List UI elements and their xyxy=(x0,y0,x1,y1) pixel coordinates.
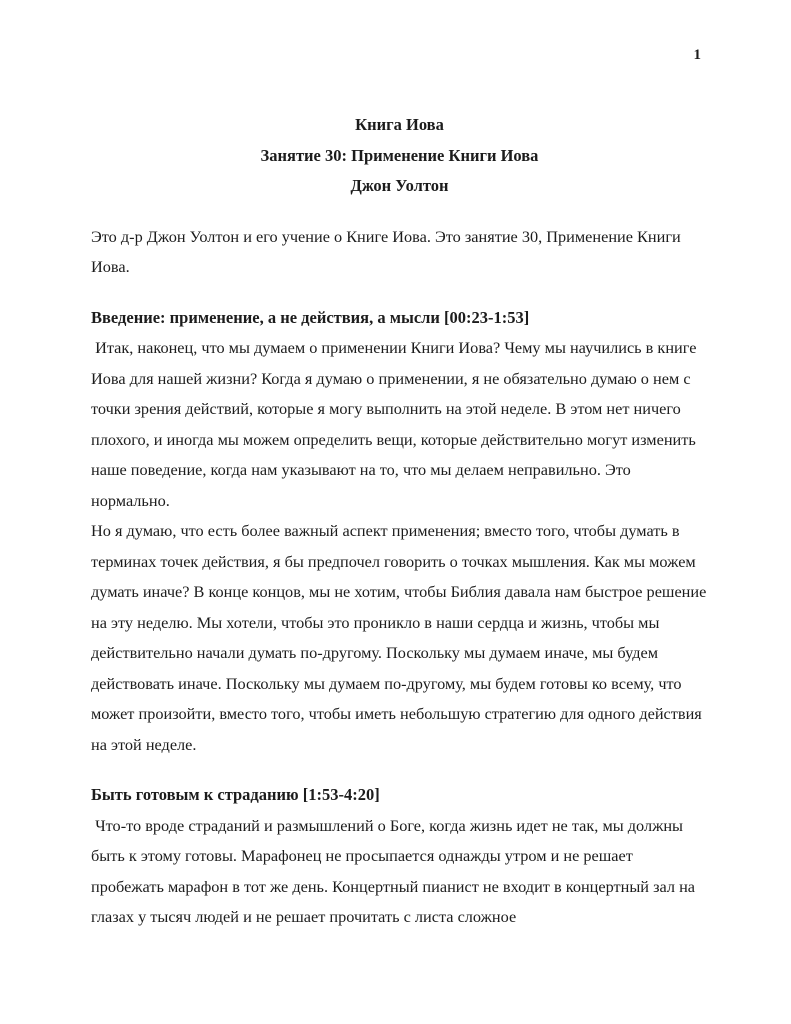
section-paragraph: Но я думаю, что есть более важный аспект применения; вместо того, чтобы думать в терминах точек действия, я бы предпочел говорить о точках мышления. Как мы можем думать иначе? В конце концов, мы не хотим, чтобы Библия давала нам быстрое решение на эту неделю. Мы хотели, чтобы это проникло в наши сердца и жизнь, чтобы мы действительно начали думать по-другому. Поскольку мы думаем иначе, мы будем действовать иначе. Поскольку мы думаем по-другому, мы будем готовы ко всему, что может произойти, вместо того, чтобы иметь небольшую стратегию для одного действия на этой неделе. xyxy=(91,521,711,754)
page-number: 1 xyxy=(693,47,701,63)
title-block xyxy=(91,110,708,202)
author-name: Джон Уолтон xyxy=(350,176,449,195)
section-paragraph: Что-то вроде страданий и размышлений о Боге, когда жизнь идет не так, мы должны быть к этому готовы. Марафонец не просыпается однажды утром и не решает пробежать марафон в тот же день. Концертный пианист не входит в концертный зал на глазах у тысяч людей и не решает прочитать с листа сложное xyxy=(91,815,700,926)
document-title: Книга Иова xyxy=(355,115,444,134)
section-paragraph: Итак, наконец, что мы думаем о применении Книги Иова? Чему мы научились в книге Иова для нашей жизни? Когда я думаю о применении, я не обязательно думаю о нем с точки зрения действий, которые я могу выполнить на этой неделе. В этом нет ничего плохого, и иногда мы можем определить вещи, которые действительно могут изменить наше поведение, когда нам указывают на то, что мы делаем неправильно. Это нормально. xyxy=(91,338,701,510)
session-title: Занятие 30: Применение Книги Иова xyxy=(260,145,539,165)
section-heading-ready-for-suffering: Быть готовым к страданию [1:53-4:20] xyxy=(91,785,380,804)
intro-paragraph: Это д-р Джон Уолтон и его учение о Книге Иова. Это занятие 30, Применение Книги Иова. xyxy=(91,226,685,276)
section-heading-introduction: Введение: применение, а не действия, а мысли [00:23-1:53] xyxy=(91,307,530,327)
